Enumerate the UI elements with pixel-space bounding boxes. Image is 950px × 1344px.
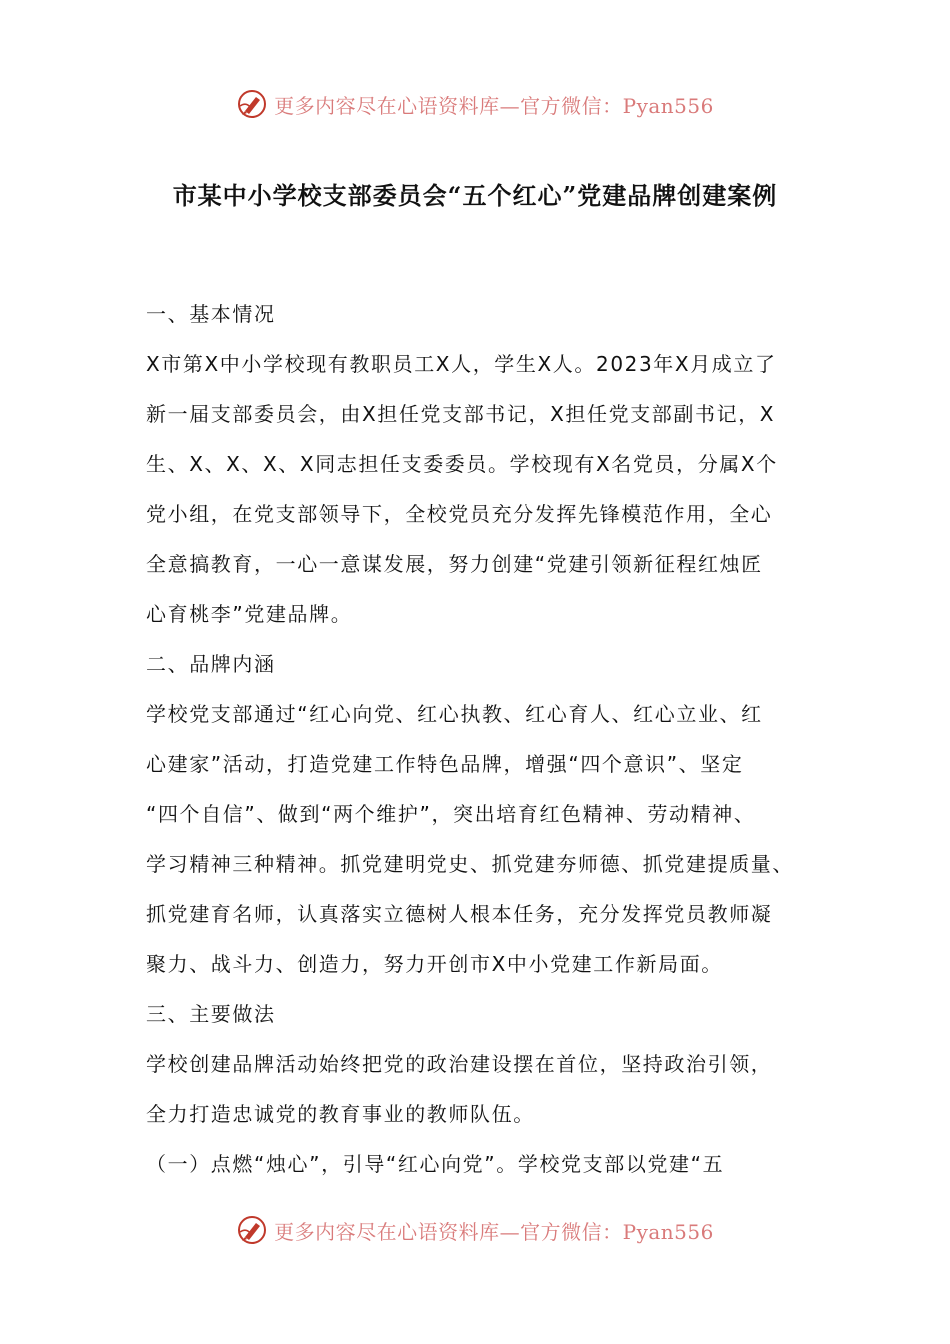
paragraph-line: 党小组，在党支部领导下，全校党员充分发挥先锋模范作用，全心: [146, 502, 773, 526]
paragraph-line: 聚力、战斗力、创造力，努力开创市X中小党建工作新局面。: [146, 952, 723, 976]
watermark-text: 更多内容尽在心语资料库—官方微信：Pyan556: [274, 1219, 714, 1244]
footer-watermark-banner: [0, 1210, 950, 1250]
paragraph-line: 学校创建品牌活动始终把党的政治建设摆在首位，坚持政治引领，: [146, 1052, 773, 1076]
paragraph-line: 全力打造忠诚党的教育事业的教师队伍。: [146, 1102, 535, 1126]
paragraph-line: （一）点燃“烛心”，引导“红心向党”。学校党支部以党建“五: [146, 1152, 725, 1176]
watermark-text: 更多内容尽在心语资料库—官方微信：Pyan556: [274, 93, 714, 118]
section-heading-practice: 三、主要做法: [146, 1002, 276, 1026]
header-watermark-banner: [0, 84, 950, 124]
paragraph-line: 学校党支部通过“红心向党、红心执教、红心育人、红心立业、红: [146, 702, 763, 726]
pen-nib-logo-icon: [236, 1214, 268, 1246]
paragraph-line: 全意搞教育，一心一意谋发展，努力创建“党建引领新征程红烛匠: [146, 552, 763, 576]
paragraph-line: “四个自信”、做到“两个维护”，突出培育红色精神、劳动精神、: [146, 802, 756, 826]
pen-nib-logo-icon: [236, 88, 268, 120]
paragraph-line: 心育桃李”党建品牌。: [146, 602, 353, 626]
paragraph-line: X市第X中小学校现有教职员工X人，学生X人。2023年X月成立了: [146, 352, 777, 376]
paragraph-line: 抓党建育名师，认真落实立德树人根本任务，充分发挥党员教师凝: [146, 902, 773, 926]
section-heading-basic: 一、基本情况: [146, 302, 276, 326]
paragraph-line: 生、X、X、X、X同志担任支委委员。学校现有X名党员，分属X个: [146, 452, 778, 476]
paragraph-line: 新一届支部委员会，由X担任党支部书记，X担任党支部副书记，X: [146, 402, 776, 426]
document-body: [146, 289, 822, 1189]
paragraph-line: 心建家”活动，打造党建工作特色品牌，增强“四个意识”、坚定: [146, 752, 744, 776]
section-heading-brand: 二、品牌内涵: [146, 652, 276, 676]
document-title: 市某中小学校支部委员会“五个红心”党建品牌创建案例: [172, 181, 778, 210]
paragraph-line: 学习精神三种精神。抓党建明党史、抓党建夯师德、抓党建提质量、: [146, 852, 794, 876]
